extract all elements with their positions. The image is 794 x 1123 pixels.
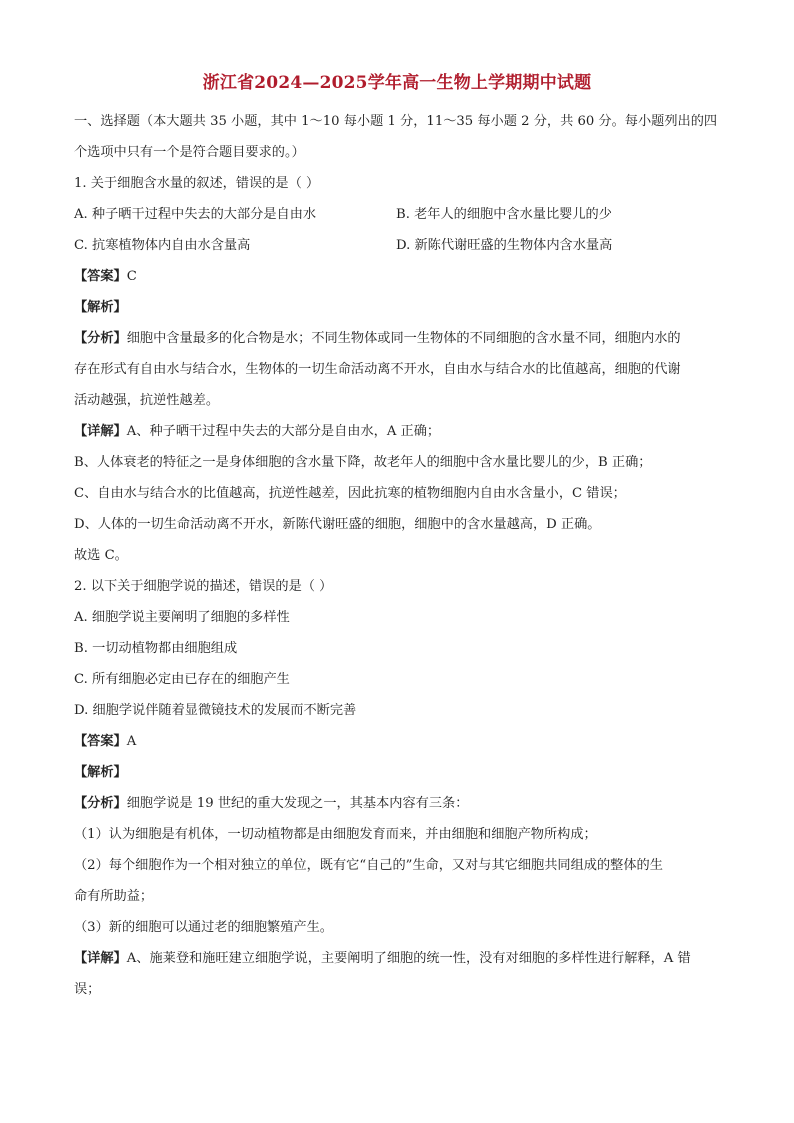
q2-option-d: D. 细胞学说伴随着显微镜技术的发展而不断完善: [74, 703, 357, 718]
q2-point3: （3）新的细胞可以通过老的细胞繁殖产生。: [74, 920, 333, 935]
q2-option-c: C. 所有细胞必定由已存在的细胞产生: [74, 672, 290, 687]
q1-fenxi-text1: 细胞中含量最多的化合物是水；不同生物体或同一生物体的不同细胞的含水量不同，细胞内水的: [126, 331, 681, 346]
q1-answer-value: C: [126, 269, 137, 284]
q1-xiangjie-c: C、自由水与结合水的比值越高，抗逆性越差，因此抗寒的植物细胞内自由水含量小，C 错误；: [74, 486, 626, 501]
q1-fenxi-line3: 活动越强，抗逆性越差。: [74, 393, 220, 408]
q1-option-a: A. 种子晒干过程中失去的大部分是自由水: [74, 207, 317, 222]
q2-point2-line2: 命有所助益；: [74, 889, 154, 904]
q2-option-b: B. 一切动植物都由细胞组成: [74, 641, 238, 656]
q2-xiangjie-a-text: A、施莱登和施旺建立细胞学说，主要阐明了细胞的统一性，没有对细胞的多样性进行解释，A 错: [126, 951, 691, 966]
q1-options-row2: [74, 230, 724, 261]
q2-xiangjie-a-line2: 误；: [74, 982, 101, 997]
q1-option-d: D. 新陈代谢旺盛的生物体内含水量高: [396, 238, 613, 253]
page-title: 浙江省2024—2025学年高一生物上学期期中试题: [202, 73, 592, 93]
q1-xiangjie-d: D、人体的一切生命活动离不开水，新陈代谢旺盛的细胞，细胞中的含水量越高，D 正确。: [74, 517, 601, 532]
q1-stem: 1. 关于细胞含水量的叙述，错误的是（ ）: [74, 176, 320, 191]
q2-fenxi-text: 细胞学说是 19 世纪的重大发现之一，其基本内容有三条：: [126, 796, 469, 811]
q2-xiangjie-a-line1: [74, 943, 724, 974]
q1-fenxi-line1: [74, 323, 724, 354]
q1-options-row1: [74, 199, 724, 230]
q1-option-c: C. 抗寒植物体内自由水含量高: [74, 238, 251, 253]
q2-point2-line1: （2）每个细胞作为一个相对独立的单位，既有它“自己的”生命，又对与其它细胞共同组成的整体的生: [74, 858, 663, 873]
q1-analysis-heading: [74, 292, 724, 323]
q1-fenxi-tag: 【分析】: [74, 331, 127, 346]
q1-xiangjie-a: [74, 416, 724, 447]
q2-xiangjie-tag: 【详解】: [74, 951, 127, 966]
q1-xiangjie-a-text: A、种子晒干过程中失去的大部分是自由水，A 正确；: [126, 424, 441, 439]
q1-option-b: B. 老年人的细胞中含水量比婴儿的少: [396, 207, 612, 222]
q2-fenxi: [74, 788, 724, 819]
q2-answer: [74, 726, 724, 757]
section-header-line1: 一、选择题（本大题共 35 小题，其中 1～10 每小题 1 分，11～35 每小题 2 分，共 60 分。每小题列出的四: [74, 114, 718, 129]
q2-analysis-tag: 【解析】: [74, 765, 127, 780]
q1-answer-tag: 【答案】: [74, 269, 127, 284]
q2-fenxi-tag: 【分析】: [74, 796, 127, 811]
section-header-line2: 个选项中只有一个是符合题目要求的。）: [74, 145, 305, 160]
q1-xiangjie-b: B、人体衰老的特征之一是身体细胞的含水量下降，故老年人的细胞中含水量比婴儿的少，B 正确；: [74, 455, 652, 470]
q2-stem: 2. 以下关于细胞学说的描述，错误的是（ ）: [74, 579, 333, 594]
q2-analysis-heading: [74, 757, 724, 788]
q1-fenxi-line2: 存在形式有自由水与结合水，生物体的一切生命活动离不开水，自由水与结合水的比值越高，细胞的代谢: [74, 362, 681, 377]
q1-analysis-tag: 【解析】: [74, 300, 127, 315]
document-body: [74, 106, 724, 1005]
q1-answer: [74, 261, 724, 292]
q2-point1: （1）认为细胞是有机体，一切动植物都是由细胞发育而来，并由细胞和细胞产物所构成；: [74, 827, 597, 842]
q2-option-a: A. 细胞学说主要阐明了细胞的多样性: [74, 610, 290, 625]
q2-answer-value: A: [126, 734, 137, 749]
q1-xiangjie-tag: 【详解】: [74, 424, 127, 439]
q1-conclusion: 故选 C。: [74, 548, 128, 563]
q2-answer-tag: 【答案】: [74, 734, 127, 749]
